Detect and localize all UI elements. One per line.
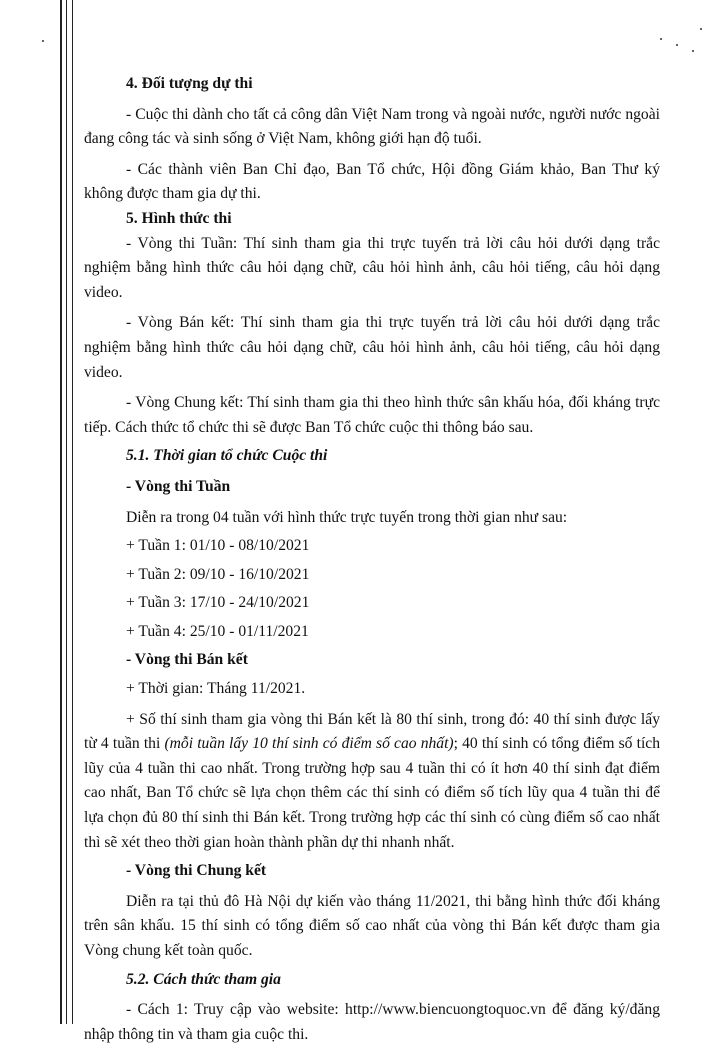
scan-speck [42,40,44,42]
scan-binder-line [72,0,73,1024]
final-format: - Vòng Chung kết: Thí sinh tham gia thi theo hình thức sân khấu hóa, đối kháng trực tiếp. Cách thức tổ chức thi sẽ được Ban Tổ chức cuộc thi thông báo sau. [84,394,660,436]
semifinal-selection-text: + Số thí sinh tham gia vòng thi Bán kết là 80 thí sinh, trong đó: 40 thí sinh được lấy từ 4 tuần thi [84,710,660,753]
semifinal-heading: - Vòng thi Bán kết [126,651,248,669]
final-round-text: Diễn ra tại thủ đô Hà Nội dự kiến vào tháng 11/2021, thi bằng hình thức đối kháng trên sân khấu. 15 thí sinh có tổng điểm số cao nhất của vòng thi Bán kết được tham gia Vòng chung kết toàn quốc. [84,892,660,959]
section-5-1-heading: 5.1. Thời gian tổ chức Cuộc thi [126,447,328,465]
section-5-heading: 5. Hình thức thi [126,209,232,227]
weekly-round-heading: - Vòng thi Tuần [126,477,231,495]
section-5-2-heading: 5.2. Cách thức tham gia [126,970,281,988]
weekly-round-format: - Vòng thi Tuần: Thí sinh tham gia thi trực tuyến trả lời câu hỏi dưới dạng trắc nghiệm bằng hình thức câu hỏi dạng chữ, câu hỏi hình ảnh, câu hỏi tiếng, câu hỏi dạng video. [84,234,660,301]
scan-speck [660,38,662,40]
scan-speck [692,50,694,52]
week-3-dates: + Tuần 3: 17/10 - 24/10/2021 [126,594,310,612]
week-4-dates: + Tuần 4: 25/10 - 01/11/2021 [126,622,309,640]
participation-method-1: - Cách 1: Truy cập vào website: http://www.biencuongtoquoc.vn để đăng ký/đăng nhập thông tin và tham gia cuộc thi. [84,1001,660,1043]
scan-binder-line [60,0,62,1024]
exclusion-paragraph: - Các thành viên Ban Chỉ đạo, Ban Tổ chức, Hội đồng Giám khảo, Ban Thư ký không được tham gia dự thi. [84,160,660,203]
eligibility-paragraph: - Cuộc thi dành cho tất cả công dân Việt Nam trong và ngoài nước, người nước ngoài đang công tác và sinh sống ở Việt Nam, không giới hạn độ tuổi. [84,105,660,148]
semifinal-time: + Thời gian: Tháng 11/2021. [126,680,306,698]
section-4-heading: 4. Đối tượng dự thi [126,75,253,92]
semifinal-selection-note: (mỗi tuần lấy 10 thí sinh có điểm số cao nhất) [164,735,454,753]
scan-speck [676,44,678,46]
week-2-dates: + Tuần 2: 09/10 - 16/10/2021 [126,565,310,583]
document-body [84,72,660,1047]
scan-speck [700,28,702,30]
semifinal-selection-paragraph [84,708,660,856]
week-1-dates: + Tuần 1: 01/10 - 08/10/2021 [126,537,310,555]
weekly-round-intro: Diễn ra trong 04 tuần với hình thức trực tuyến trong thời gian như sau: [126,508,568,526]
semifinal-format: - Vòng Bán kết: Thí sinh tham gia thi trực tuyến trả lời câu hỏi dưới dạng trắc nghiệm bằng hình thức câu hỏi dạng chữ, câu hỏi hình ảnh, câu hỏi tiếng, câu hỏi dạng video. [84,314,660,381]
final-round-heading: - Vòng thi Chung kết [126,862,267,880]
scan-binder-line [66,0,67,1024]
semifinal-selection-text-cont: ; 40 thí sinh có tổng điểm số tích lũy của 4 tuần thi cao nhất. Trong trường hợp sau 4 tuần thi có ít hơn 40 thí sinh đạt điểm cao nhất, Ban Tổ chức sẽ lựa chọn thêm các thí sinh có điểm số tích lũy qua 4 tuần thi để lựa chọn đủ 80 thí sinh thi Bán kết. Trong trường hợp các thí sinh có cùng điểm số cao nhất thì sẽ xét theo thời gian hoàn thành phần dự thi nhanh nhất. [84,735,661,851]
